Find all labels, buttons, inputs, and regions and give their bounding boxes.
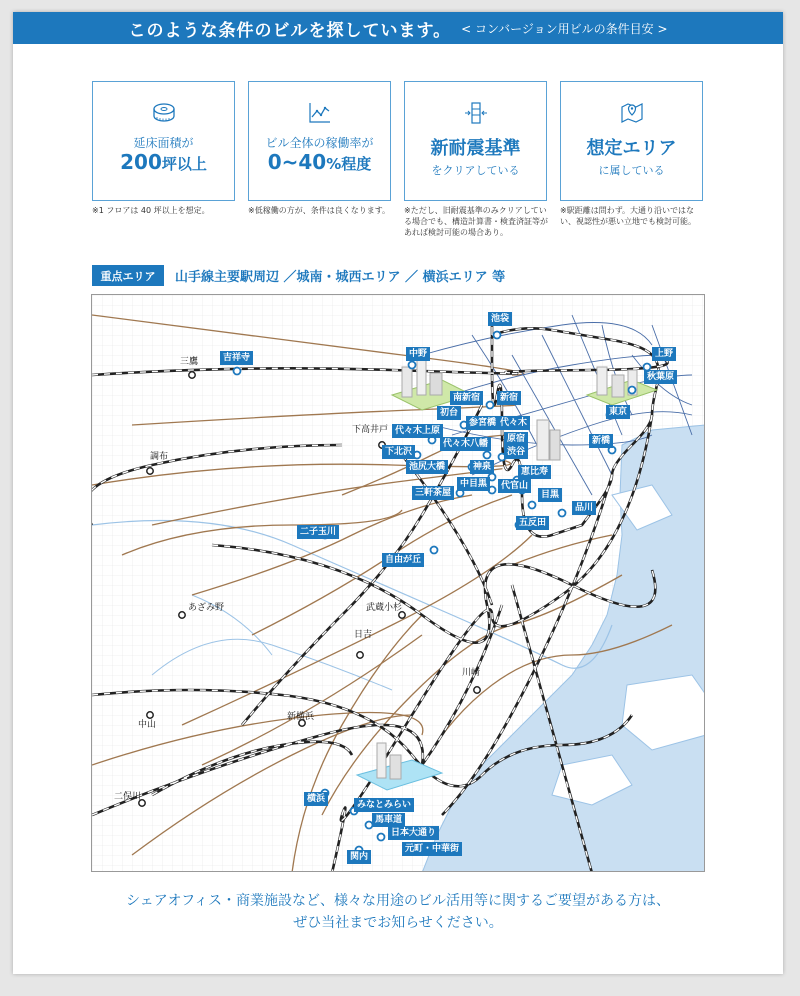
station-label-tokyo: 東京 bbox=[606, 405, 630, 419]
station-label-bashamichi: 馬車道 bbox=[372, 813, 405, 827]
card-title: 想定エリア bbox=[586, 138, 677, 159]
station-label-hiyoshi: 日吉 bbox=[354, 630, 373, 640]
note-floor-area: ※1 フロアは 40 坪以上を想定。 bbox=[92, 206, 210, 215]
station-label-nakayama: 中山 bbox=[138, 720, 157, 730]
station-label-akihabara: 秋葉原 bbox=[644, 370, 677, 384]
station-label-daikanyama: 代官山 bbox=[498, 479, 531, 493]
station-label-futako-tamagawa: 二子玉川 bbox=[297, 525, 339, 539]
station-label-sangubashi: 参宮橋 bbox=[466, 416, 499, 430]
focus-area-text: 山手線主要駅周辺 ／城南・城西エリア ／ 横浜エリア 等 bbox=[175, 270, 506, 285]
area-map bbox=[91, 294, 705, 872]
station-label-ikejiri-ohashi: 池尻大橋 bbox=[406, 460, 448, 474]
note-seismic: ※ただし、旧耐震基準のみクリアしている場合でも、構造計算書・検査済証等があれば検討可能の場合あり。 bbox=[404, 206, 548, 237]
line-chart-icon bbox=[307, 100, 333, 126]
card-value-line bbox=[249, 150, 390, 174]
card-label: ビル全体の稼働率が bbox=[265, 136, 374, 150]
station-label-chofu: 調布 bbox=[150, 452, 169, 462]
card-value: 200 bbox=[120, 150, 162, 174]
station-label-shimokitazawa: 下北沢 bbox=[382, 445, 415, 459]
station-label-nakano: 中野 bbox=[406, 347, 430, 361]
station-label-naka-meguro: 中目黒 bbox=[457, 477, 490, 491]
station-label-motomachi-chukagai: 元町・中華街 bbox=[402, 842, 462, 856]
card-unit: 坪以上 bbox=[161, 155, 207, 173]
station-label-shibuya: 渋谷 bbox=[504, 445, 528, 459]
card-title: 新耐震基準 bbox=[430, 138, 521, 159]
seismic-frame-icon bbox=[463, 100, 489, 126]
map-pin-icon bbox=[619, 100, 645, 126]
focus-area-tag: 重点エリア bbox=[92, 265, 164, 286]
station-label-yoyogi-hachiman: 代々木八幡 bbox=[440, 437, 491, 451]
station-label-hatsudai: 初台 bbox=[437, 406, 461, 420]
station-label-azamino: あざみ野 bbox=[188, 603, 225, 613]
condition-card-floor-area bbox=[92, 81, 235, 201]
header-bar bbox=[13, 12, 783, 44]
station-label-shinsen: 神泉 bbox=[470, 460, 494, 474]
station-label-mitaka: 三鷹 bbox=[180, 357, 199, 367]
station-label-shinagawa: 品川 bbox=[572, 501, 596, 515]
station-label-kawasaki: 川崎 bbox=[462, 668, 481, 678]
header-title: このような条件のビルを探しています。 bbox=[128, 20, 452, 41]
station-label-gotanda: 五反田 bbox=[516, 516, 549, 530]
station-label-kannai: 関内 bbox=[347, 850, 371, 864]
card-unit: %程度 bbox=[326, 155, 372, 173]
station-label-ebisu: 恵比寿 bbox=[518, 465, 551, 479]
station-label-yoyogi: 代々木 bbox=[497, 416, 530, 430]
condition-card-seismic bbox=[404, 81, 547, 201]
card-label: 延床面積が bbox=[133, 136, 194, 150]
footer-line-1: シェアオフィス・商業施設など、様々な用途のビル活用等に関するご要望がある方は、 bbox=[125, 893, 671, 909]
station-label-sangenjaya: 三軒茶屋 bbox=[412, 486, 454, 500]
station-label-harajuku: 原宿 bbox=[504, 432, 528, 446]
station-label-ueno: 上野 bbox=[652, 347, 676, 361]
map-canvas bbox=[92, 295, 705, 872]
station-label-jiyugaoka: 自由が丘 bbox=[382, 553, 424, 567]
station-label-yoyogi-uehara: 代々木上原 bbox=[392, 424, 443, 438]
station-label-shinjuku: 新宿 bbox=[497, 391, 521, 405]
footer-line-2: ぜひ当社までお知らせください。 bbox=[293, 915, 503, 931]
station-label-futamatagawa: 二俣川 bbox=[114, 792, 142, 802]
station-label-meguro: 目黒 bbox=[538, 488, 562, 502]
station-label-shin-yokohama: 新横浜 bbox=[287, 712, 315, 722]
station-label-shimbashi: 新橋 bbox=[589, 434, 613, 448]
card-subtitle: に属している bbox=[598, 164, 665, 177]
station-label-yokohama: 横浜 bbox=[304, 792, 328, 806]
header-subtitle: < コンバージョン用ビルの条件目安 > bbox=[461, 21, 668, 36]
footer-message bbox=[13, 890, 783, 934]
station-label-kichijoji: 吉祥寺 bbox=[220, 351, 253, 365]
station-label-minami-shinjuku: 南新宿 bbox=[450, 391, 483, 405]
card-value-line bbox=[93, 150, 234, 174]
tape-measure-icon bbox=[151, 100, 177, 126]
station-label-musashi-kosugi: 武蔵小杉 bbox=[366, 603, 403, 613]
station-label-shimo-takaido: 下高井戸 bbox=[352, 425, 389, 435]
note-area: ※駅距離は問わず。大通り沿いではない、視認性が悪い立地でも検討可能。 bbox=[560, 206, 696, 226]
page-sheet bbox=[13, 12, 783, 974]
condition-card-area bbox=[560, 81, 703, 201]
card-subtitle: をクリアしている bbox=[431, 164, 520, 177]
station-label-ikebukuro: 池袋 bbox=[488, 312, 512, 326]
station-label-nihon-odori: 日本大通り bbox=[388, 826, 439, 840]
condition-card-occupancy bbox=[248, 81, 391, 201]
note-occupancy: ※低稼働の方が、条件は良くなります。 bbox=[248, 206, 391, 215]
card-value: 0~40 bbox=[267, 150, 327, 174]
station-label-minatomirai: みなとみらい bbox=[354, 798, 414, 812]
